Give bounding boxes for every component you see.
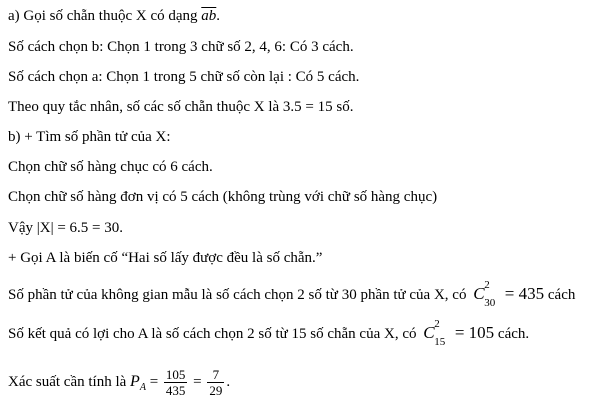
combination-15-2 <box>423 318 448 348</box>
line-set-size: Vậy |X| = 6.5 = 30. <box>8 220 123 236</box>
line-probability <box>8 365 230 405</box>
comb-result: = 105 <box>450 323 495 342</box>
favorable-text: Số kết quả có lợi cho A là số cách chọn 2 số từ 15 số chẵn của X, có <box>8 326 421 342</box>
period: . <box>226 374 231 390</box>
equals-sign: = <box>189 374 206 390</box>
probability-symbol <box>130 373 146 394</box>
comb-base: C <box>423 323 435 342</box>
line-choose-b: Số cách chọn b: Chọn 1 trong 3 chữ số 2, 4, 6: Có 3 cách. <box>8 39 354 55</box>
combination-30-2 <box>473 279 498 309</box>
probability-text: Xác suất cần tính là <box>8 374 131 390</box>
comb-sub: 15 <box>434 336 446 348</box>
comb-tail: cách <box>544 287 576 303</box>
number-form-ab: $\overline{ab}$ <box>201 8 217 24</box>
comb-sup: 2 <box>434 318 440 330</box>
p-subscript: A <box>139 382 146 394</box>
fraction-numerator: 105 <box>165 367 186 383</box>
equals-sign: = <box>145 374 162 390</box>
comb-base: C <box>473 284 485 303</box>
line-part-a-intro <box>8 7 220 25</box>
comb-result: = 435 <box>500 284 545 303</box>
fraction-denominator: 435 <box>165 383 186 399</box>
line-multiplication-rule: Theo quy tắc nhân, số các số chẵn thuộc X là 3.5 = 15 số. <box>8 99 354 115</box>
part-a-intro-text: a) Gọi số chẵn thuộc X có dạng <box>8 8 202 24</box>
fraction-7-29 <box>207 367 224 398</box>
line-units-digit: Chọn chữ số hàng đơn vị có 5 cách (không trùng với chữ số hàng chục) <box>8 189 438 205</box>
fraction-numerator: 7 <box>207 367 224 383</box>
fraction-105-435 <box>164 367 188 398</box>
line-part-b-intro: b) + Tìm số phần tử của X: <box>8 129 171 145</box>
comb-tail: cách. <box>494 326 530 342</box>
line-event-a: + Gọi A là biến cố “Hai số lấy được đều là số chẵn.” <box>8 250 323 266</box>
period: . <box>216 8 221 24</box>
comb-sup: 2 <box>484 279 490 291</box>
line-tens-digit: Chọn chữ số hàng chục có 6 cách. <box>8 159 213 175</box>
line-sample-space <box>8 279 576 309</box>
comb-sub: 30 <box>484 297 496 309</box>
line-favorable-outcomes <box>8 318 530 348</box>
p-letter: P <box>130 373 140 390</box>
sample-space-text: Số phần tử của không gian mẫu là số cách chọn 2 số từ 30 phần tử của X, có <box>8 287 471 303</box>
fraction-denominator: 29 <box>209 383 223 399</box>
line-choose-a: Số cách chọn a: Chọn 1 trong 5 chữ số còn lại : Có 5 cách. <box>8 69 360 85</box>
